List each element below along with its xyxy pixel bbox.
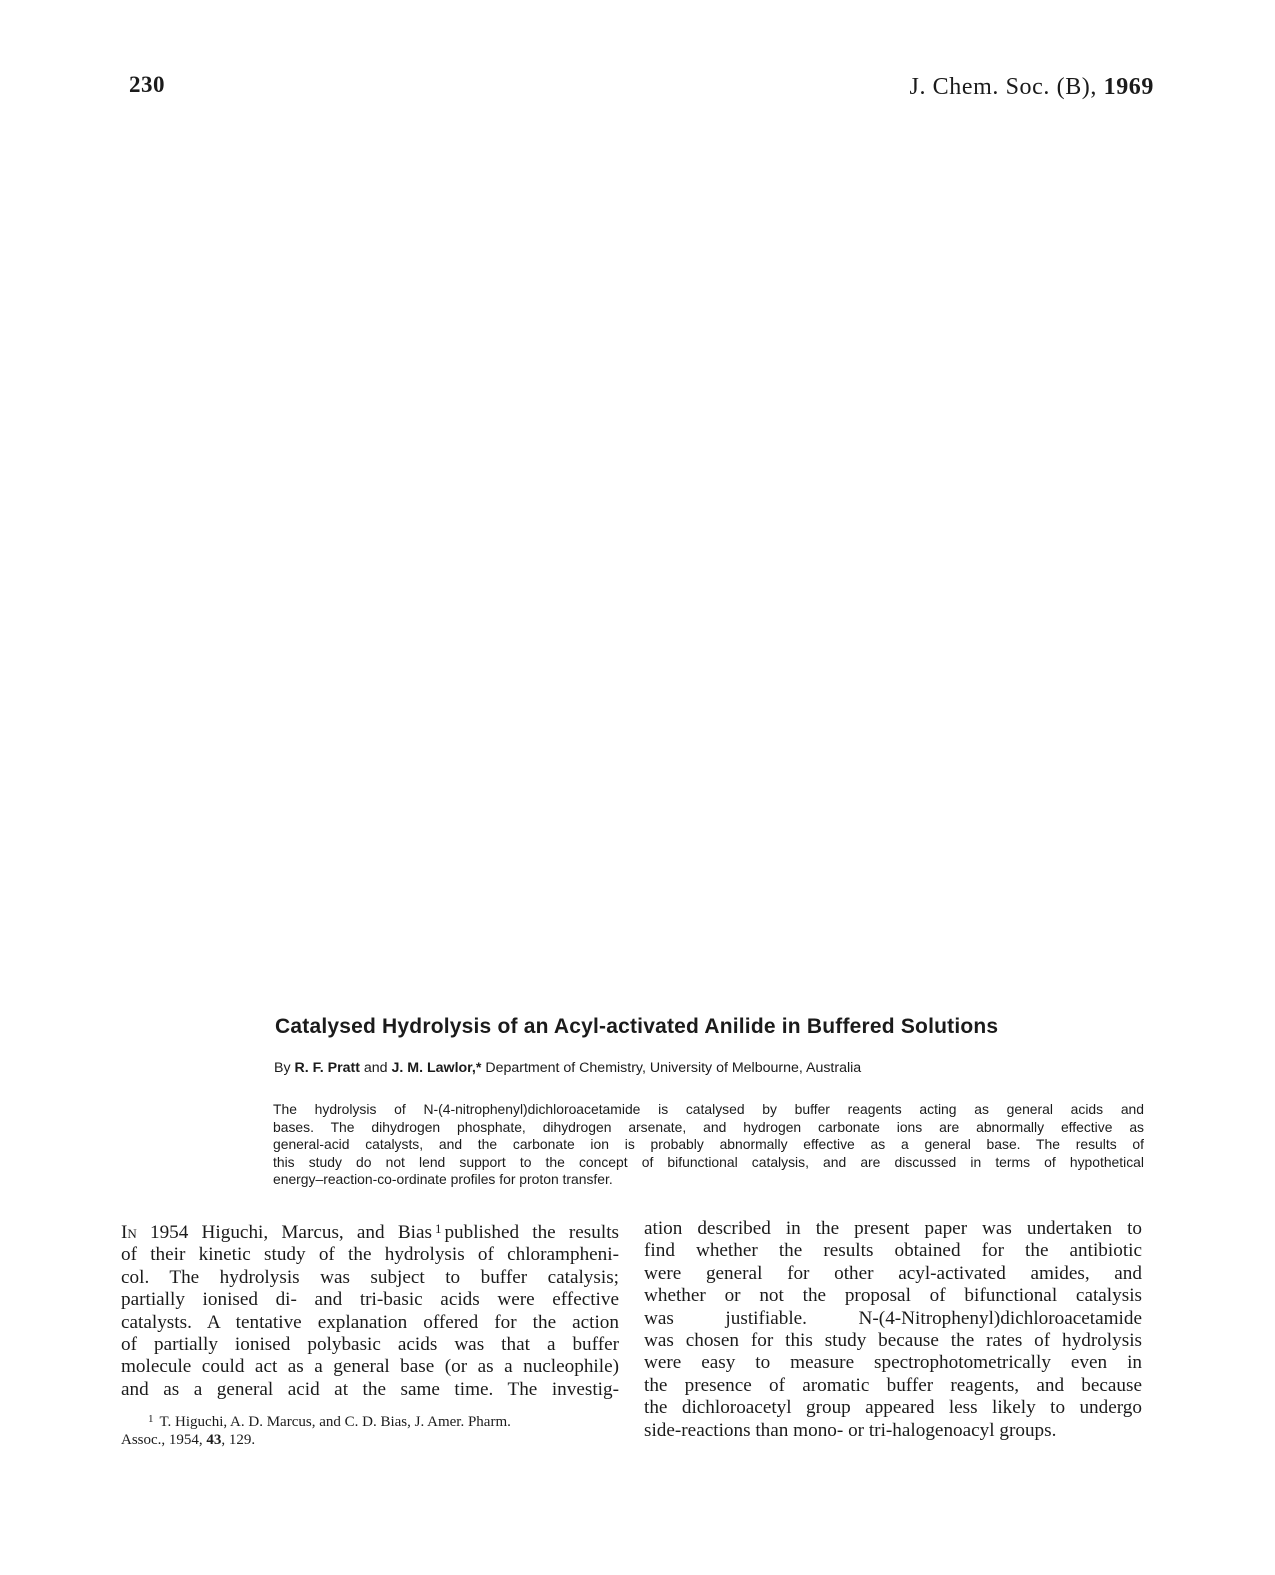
author-lawlor: J. M. Lawlor,* <box>391 1060 482 1076</box>
byline <box>274 1060 861 1076</box>
body-line: side-reactions than mono- or tri-halogenoacyl groups. <box>644 1419 1057 1441</box>
footnote-text: T. Higuchi, A. D. Marcus, and C. D. Bias, J. Amer. Pharm. <box>159 1414 511 1430</box>
reference-marker: 1 <box>434 1221 442 1236</box>
page-number: 230 <box>129 72 165 97</box>
body-line: molecule could act as a general base (or as a nucleophile) <box>121 1356 619 1378</box>
footnote <box>121 1410 619 1449</box>
first-line-tail: published the results <box>444 1222 619 1243</box>
journal-year: 1969 <box>1103 74 1154 100</box>
body-line: was justifiable. N-(4-Nitrophenyl)dichloroacetamide <box>644 1307 1142 1329</box>
journal-name: J. Chem. Soc. (B), <box>909 74 1104 100</box>
footnote-text: Assoc., 1954, <box>121 1432 207 1448</box>
body-line: was chosen for this study because the rates of hydrolysis <box>644 1330 1142 1352</box>
footnote-marker: 1 <box>148 1413 154 1425</box>
body-line: of their kinetic study of the hydrolysis of chlorampheni- <box>121 1244 619 1266</box>
abstract-line: bases. The dihydrogen phosphate, dihydrogen arsenate, and hydrogen carbonate ions are abnormally effective as <box>273 1118 1144 1135</box>
abstract <box>273 1101 1144 1189</box>
footnote-volume: 43 <box>206 1432 222 1448</box>
affiliation: Department of Chemistry, University of Melbourne, Australia <box>481 1060 862 1076</box>
body-line: find whether the results obtained for the antibiotic <box>644 1240 1142 1262</box>
first-line-text: 1954 Higuchi, Marcus, and Bias <box>136 1222 432 1243</box>
journal-header <box>910 74 1154 101</box>
body-line: were general for other acyl-activated amides, and <box>644 1262 1142 1284</box>
byline-conjunction: and <box>359 1060 392 1076</box>
body-line: ation described in the present paper was undertaken to <box>644 1218 1142 1239</box>
body-line: col. The hydrolysis was subject to buffer catalysis; <box>121 1266 619 1288</box>
footnote-line <box>121 1431 619 1449</box>
body-line: the dichloroacetyl group appeared less likely to undergo <box>644 1397 1142 1419</box>
body-line: were easy to measure spectrophotometrically even in <box>644 1352 1142 1374</box>
body-line: catalysts. A tentative explanation offered for the action <box>121 1311 619 1333</box>
body-column-left <box>121 1218 619 1401</box>
abstract-line: energy–reaction-co-ordinate profiles for proton transfer. <box>273 1171 613 1188</box>
author-pratt: R. F. Pratt <box>294 1060 360 1076</box>
drop-lead: In <box>121 1222 137 1243</box>
body-line: and as a general acid at the same time. The investig- <box>121 1378 619 1400</box>
body-first-line <box>121 1218 619 1244</box>
body-line: partially ionised di- and tri-basic acids were effective <box>121 1289 619 1311</box>
abstract-line: this study do not lend support to the concept of bifunctional catalysis, and are discussed in terms of hypothetical <box>273 1153 1144 1170</box>
footnote-line <box>121 1410 619 1431</box>
footnote-text: , 129. <box>221 1432 256 1448</box>
article-title: Catalysed Hydrolysis of an Acyl-activated Anilide in Buffered Solutions <box>275 1015 999 1038</box>
byline-prefix: By <box>274 1060 295 1076</box>
body-column-right <box>644 1218 1142 1442</box>
body-line: whether or not the proposal of bifunctional catalysis <box>644 1285 1142 1307</box>
body-line: the presence of aromatic buffer reagents, and because <box>644 1374 1142 1396</box>
body-line: of partially ionised polybasic acids was that a buffer <box>121 1334 619 1356</box>
abstract-line: general-acid catalysts, and the carbonate ion is probably abnormally effective as a general base. The results of <box>273 1136 1144 1153</box>
abstract-line: The hydrolysis of N-(4-nitrophenyl)dichloroacetamide is catalysed by buffer reagents acting as general acids and <box>273 1101 1144 1117</box>
